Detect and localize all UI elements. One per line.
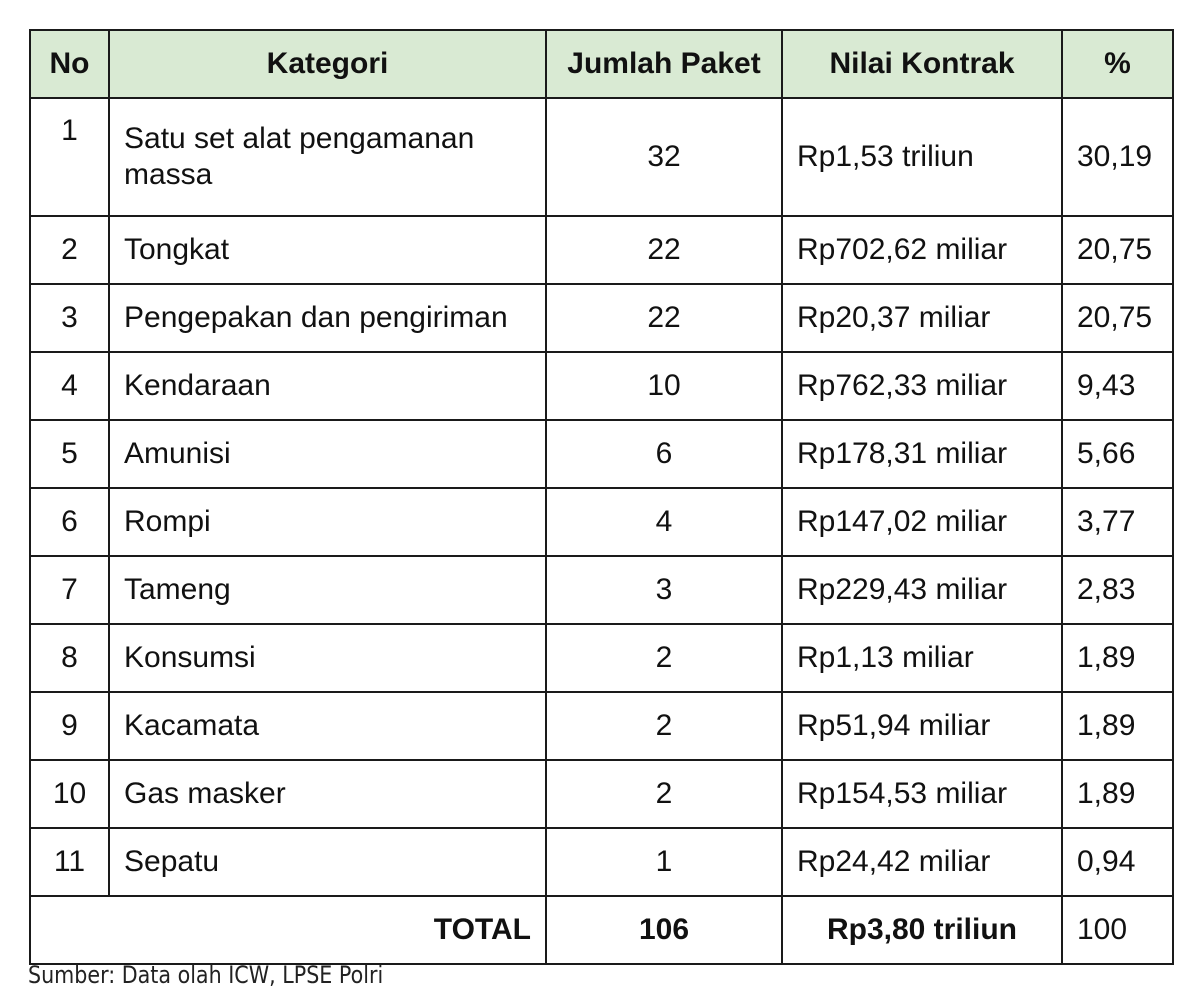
table-row: [30, 828, 1173, 896]
cell-nilai-kontrak: Rp1,13 miliar: [782, 624, 1062, 692]
cell-persen: 5,66: [1062, 420, 1173, 488]
cell-nilai-kontrak: Rp229,43 miliar: [782, 556, 1062, 624]
total-persen: 100: [1062, 896, 1173, 964]
header-jumlah-paket: Jumlah Paket: [546, 30, 782, 98]
source-caption: Sumber: Data olah ICW, LPSE Polri: [28, 961, 384, 989]
cell-no: 4: [30, 352, 109, 420]
cell-kategori: Satu set alat pengamanan massa: [109, 98, 546, 216]
cell-kategori: Tameng: [109, 556, 546, 624]
cell-persen: 30,19: [1062, 98, 1173, 216]
cell-persen: 20,75: [1062, 216, 1173, 284]
cell-kategori: Pengepakan dan pengiriman: [109, 284, 546, 352]
cell-no: 8: [30, 624, 109, 692]
cell-kategori: Kacamata: [109, 692, 546, 760]
cell-nilai-kontrak: Rp702,62 miliar: [782, 216, 1062, 284]
cell-persen: 1,89: [1062, 692, 1173, 760]
cell-jumlah-paket: 2: [546, 692, 782, 760]
cell-no: 3: [30, 284, 109, 352]
cell-nilai-kontrak: Rp762,33 miliar: [782, 352, 1062, 420]
table-row: [30, 420, 1173, 488]
table-body: [30, 98, 1173, 896]
cell-persen: 1,89: [1062, 760, 1173, 828]
header-no: No: [30, 30, 109, 98]
cell-persen: 3,77: [1062, 488, 1173, 556]
cell-persen: 2,83: [1062, 556, 1173, 624]
header-persen: %: [1062, 30, 1173, 98]
cell-kategori: Kendaraan: [109, 352, 546, 420]
table-row: [30, 556, 1173, 624]
cell-no: 9: [30, 692, 109, 760]
cell-persen: 20,75: [1062, 284, 1173, 352]
table-row: [30, 488, 1173, 556]
cell-no: 6: [30, 488, 109, 556]
total-nilai-kontrak: Rp3,80 triliun: [782, 896, 1062, 964]
total-row: [30, 896, 1173, 964]
cell-kategori: Tongkat: [109, 216, 546, 284]
cell-jumlah-paket: 22: [546, 284, 782, 352]
cell-kategori: Rompi: [109, 488, 546, 556]
cell-kategori: Sepatu: [109, 828, 546, 896]
total-jumlah-paket: 106: [546, 896, 782, 964]
cell-kategori: Gas masker: [109, 760, 546, 828]
cell-no: 1: [30, 98, 109, 216]
total-label: TOTAL: [30, 896, 546, 964]
cell-persen: 1,89: [1062, 624, 1173, 692]
cell-nilai-kontrak: Rp51,94 miliar: [782, 692, 1062, 760]
table-row: [30, 98, 1173, 216]
cell-jumlah-paket: 4: [546, 488, 782, 556]
cell-jumlah-paket: 6: [546, 420, 782, 488]
cell-nilai-kontrak: Rp178,31 miliar: [782, 420, 1062, 488]
table-row: [30, 624, 1173, 692]
cell-kategori: Amunisi: [109, 420, 546, 488]
cell-no: 7: [30, 556, 109, 624]
cell-no: 11: [30, 828, 109, 896]
cell-jumlah-paket: 22: [546, 216, 782, 284]
cell-kategori: Konsumsi: [109, 624, 546, 692]
header-nilai-kontrak: Nilai Kontrak: [782, 30, 1062, 98]
cell-nilai-kontrak: Rp147,02 miliar: [782, 488, 1062, 556]
cell-jumlah-paket: 32: [546, 98, 782, 216]
cell-no: 5: [30, 420, 109, 488]
cell-nilai-kontrak: Rp1,53 triliun: [782, 98, 1062, 216]
cell-no: 2: [30, 216, 109, 284]
cell-jumlah-paket: 3: [546, 556, 782, 624]
cell-persen: 0,94: [1062, 828, 1173, 896]
table-footer: [30, 896, 1173, 964]
cell-nilai-kontrak: Rp24,42 miliar: [782, 828, 1062, 896]
cell-jumlah-paket: 2: [546, 624, 782, 692]
cell-jumlah-paket: 1: [546, 828, 782, 896]
table-row: [30, 284, 1173, 352]
table-row: [30, 216, 1173, 284]
cell-jumlah-paket: 2: [546, 760, 782, 828]
table-row: [30, 760, 1173, 828]
header-row: [30, 30, 1173, 98]
cell-nilai-kontrak: Rp20,37 miliar: [782, 284, 1062, 352]
cell-jumlah-paket: 10: [546, 352, 782, 420]
table-header: [30, 30, 1173, 98]
cell-nilai-kontrak: Rp154,53 miliar: [782, 760, 1062, 828]
table-row: [30, 692, 1173, 760]
cell-persen: 9,43: [1062, 352, 1173, 420]
table-row: [30, 352, 1173, 420]
cell-no: 10: [30, 760, 109, 828]
procurement-table: [29, 29, 1174, 965]
header-kategori: Kategori: [109, 30, 546, 98]
